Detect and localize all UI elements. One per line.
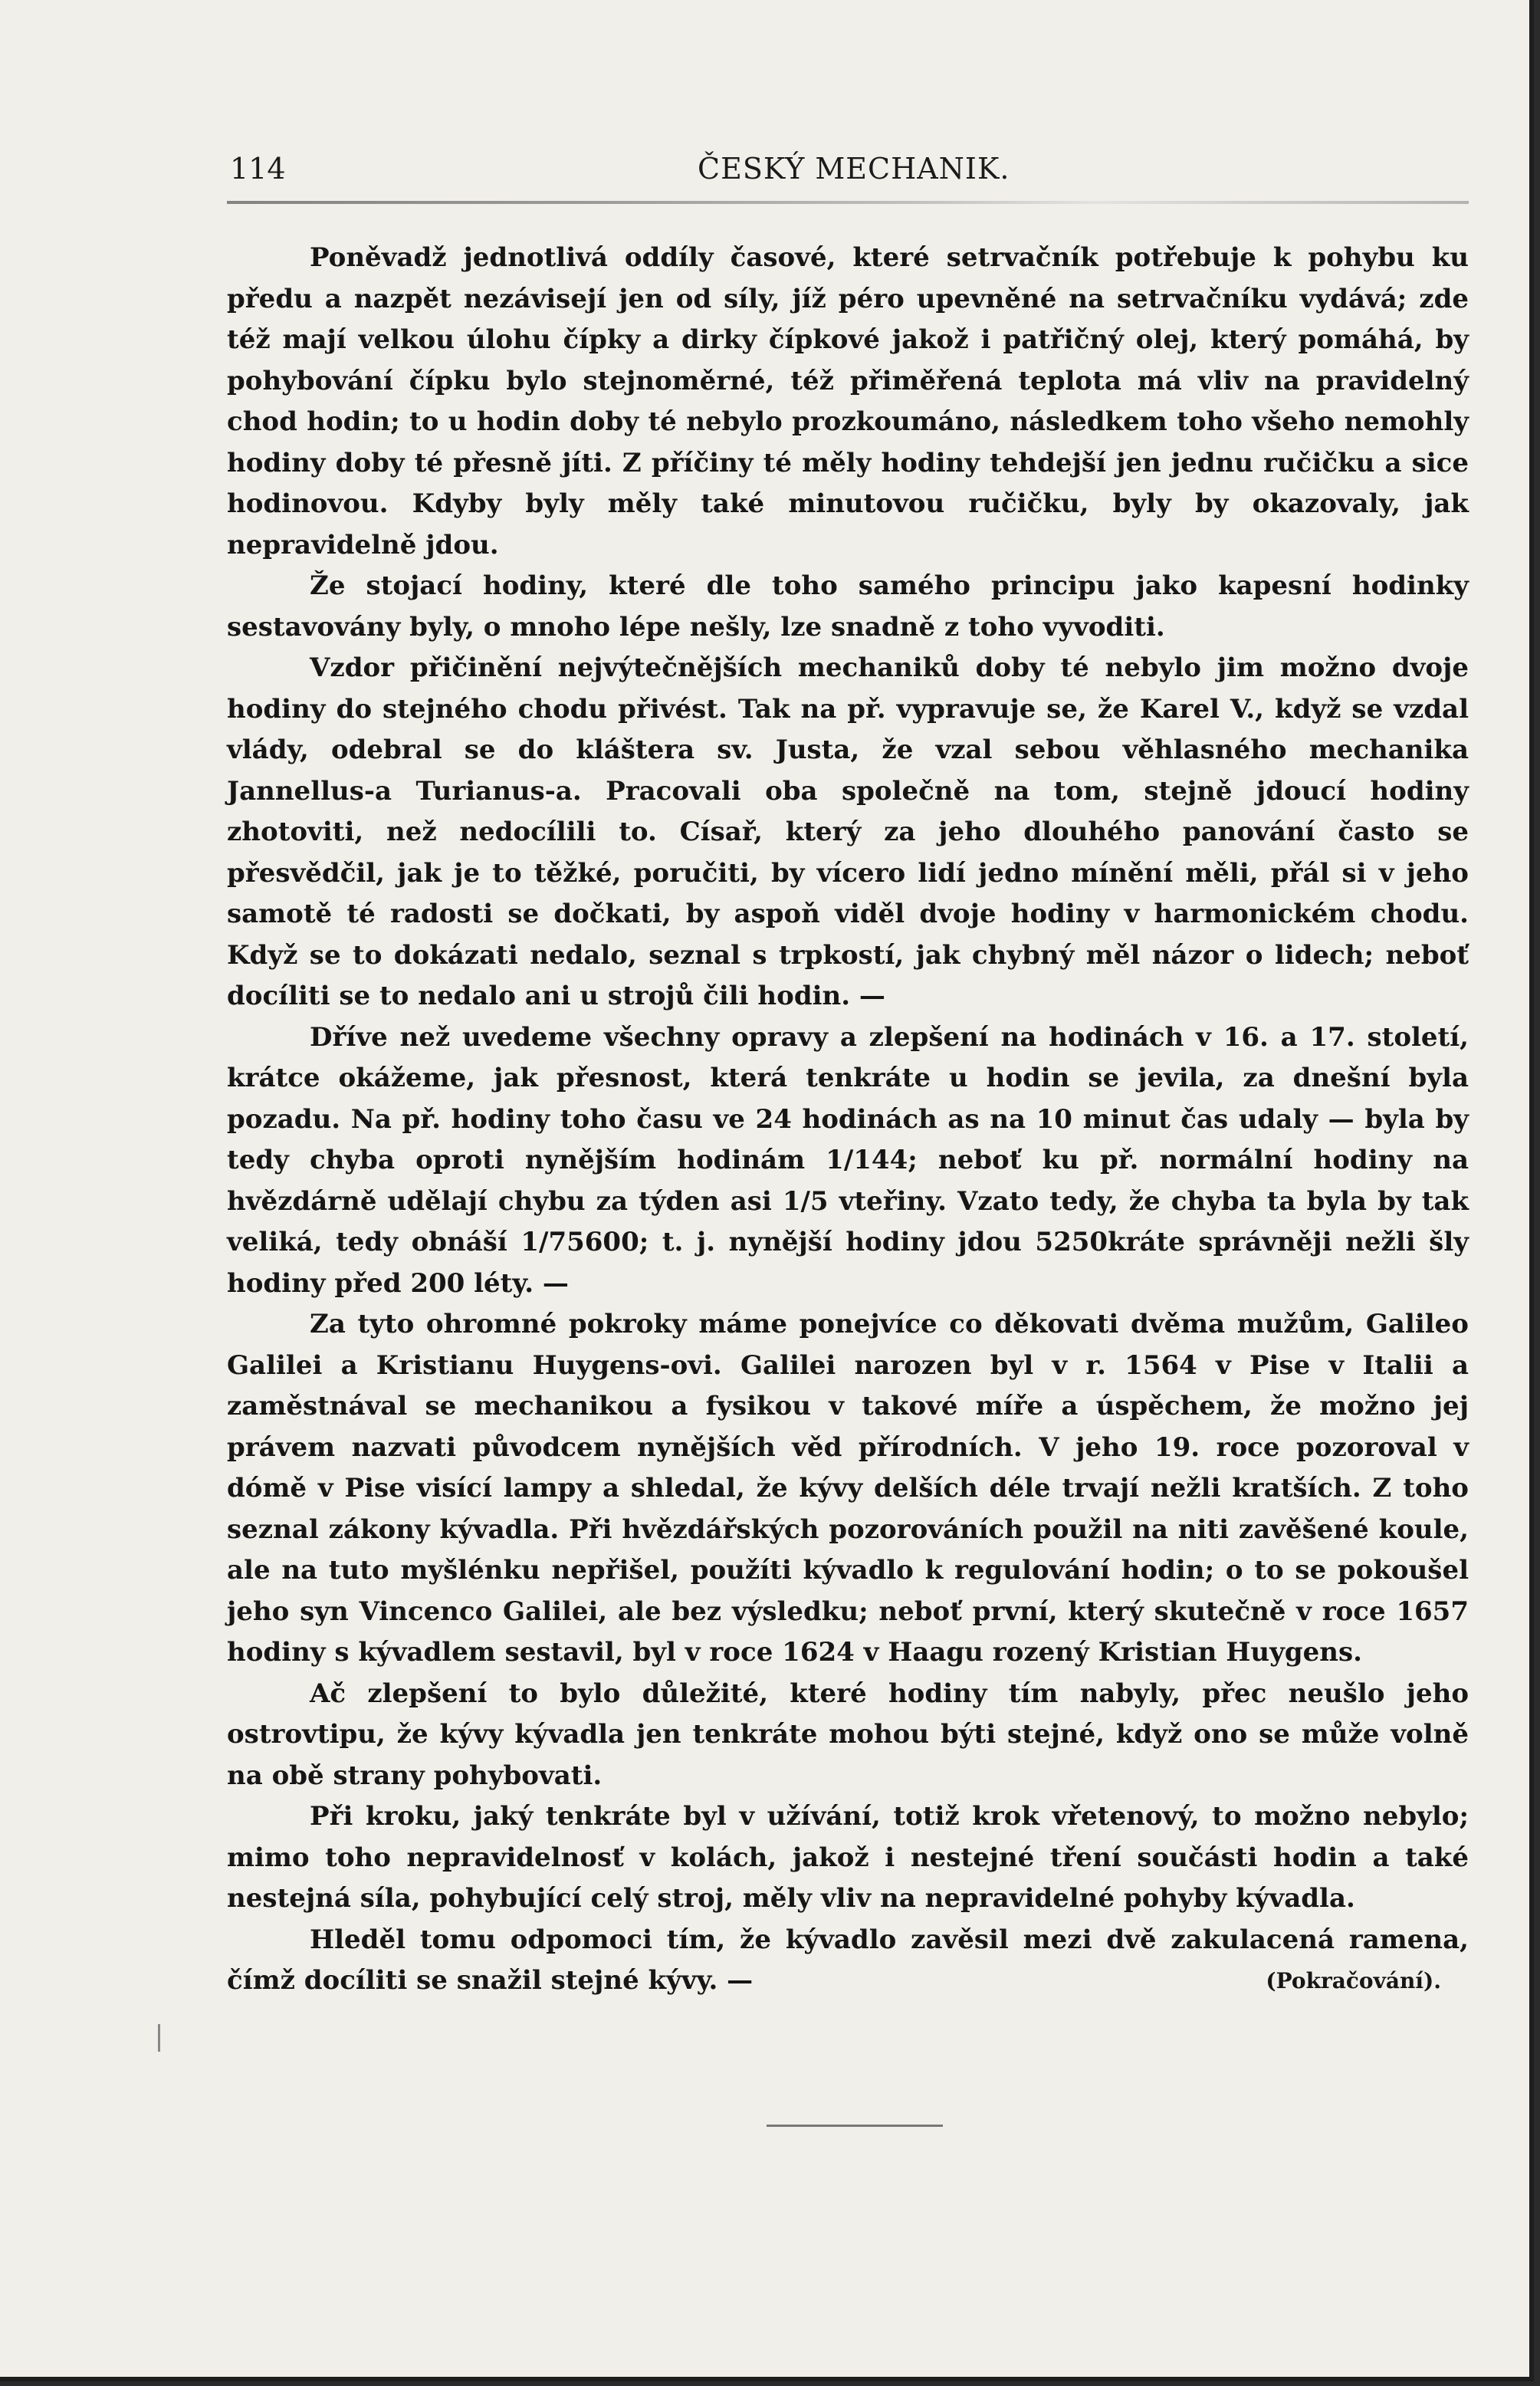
- continued-label: (Pokračování).: [1266, 1968, 1441, 1993]
- paragraph: Že stojací hodiny, které dle toho samého principu jako kapesní hodinky sestavovány byly, o mnoho lépe nešly, lze snadně z toho vyvoditi.: [227, 570, 1469, 643]
- paragraph: Vzdor přičinění nejvýtečnějších mechaniků doby té nebylo jim možno dvoje hodiny do stejného chodu přivést. Tak na př. vypravuje se, že Karel V., když se vzdal vlády, odebral se do kláštera sv. Justa, že vzal sebou věhlasného mechanika Jannellus-a Turianus-a. Pracovali oba společně na tom, stejně jdoucí hodiny zhotoviti, než nedocílili to. Císař, který za jeho dlouhého panování často se přesvědčil, jak je to těžké, poručiti, by vícero lidí jedno mínění měli, přál si v jeho samotě té radosti se dočkati, by aspoň viděl dvoje hodiny v harmonickém chodu. Když se to dokázati nedalo, seznal s trpkostí, jak chybný měl názor o lidech; neboť docíliti se to nedalo ani u strojů čili hodin. —: [227, 652, 1469, 1011]
- page-number: 114: [230, 152, 286, 186]
- page-header: [230, 152, 1472, 198]
- paragraph: Při kroku, jaký tenkráte byl v užívání, totiž krok vřetenový, to možno nebylo; mimo toho nepravidelnosť v kolách, jakož i nestejné tření součásti hodin a také nestejná síla, pohybující celý stroj, měly vliv na nepravidelné pohyby kývadla.: [227, 1801, 1469, 1914]
- header-rule: [227, 201, 1469, 204]
- running-title: ČESKÝ MECHANIK.: [698, 152, 1010, 186]
- paragraph: Za tyto ohromné pokroky máme ponejvíce co děkovati dvěma mužům, Galileo Galilei a Kristianu Huygens-ovi. Galilei narozen byl v r. 1564 v Pise v Italii a zaměstnával se mechanikou a fysikou v takové míře a úspěchem, že možno jej právem nazvati původcem nynějších věd přírodních. V jeho 19. roce pozoroval v dómě v Pise visící lampy a shledal, že kývy delších déle trvají nežli kratších. Z toho seznal zákony kývadla. Při hvězdářských pozorováních použil na niti zavěšené koule, ale na tuto myšlénku nepřišel, použíti kývadlo k regulování hodin; o to se pokoušel jeho syn Vincenco Galilei, ale bez výsledku; neboť první, který skutečně v roce 1657 hodiny s kývadlem sestavil, byl v roce 1624 v Haagu rozený Kristian Huygens.: [227, 1309, 1469, 1668]
- paragraph: Ač zlepšení to bylo důležité, které hodiny tím nabyly, přec neušlo jeho ostrovtipu, že kývy kývadla jen tenkráte mohou býti stejné, když ono se může volně na obě strany pohybovati.: [227, 1678, 1469, 1791]
- margin-mark: [158, 2024, 160, 2052]
- paragraph: Dříve než uvedeme všechny opravy a zlepšení na hodinách v 16. a 17. století, krátce okážeme, jak přesnost, která tenkráte u hodin se jevila, za dnešní byla pozadu. Na př. hodiny toho času ve 24 hodinách as na 10 minut čas udaly — byla by tedy chyba oproti nynějším hodinám 1/144; neboť ku př. normální hodiny na hvězdárně udělají chybu za týden asi 1/5 vteřiny. Vzato tedy, že chyba ta byla by tak veliká, tedy obnáší 1/75600; t. j. nynější hodiny jdou 5250kráte správněji nežli šly hodiny před 200 léty. —: [227, 1021, 1469, 1299]
- paragraph: Hleděl tomu odpomoci tím, že kývadlo zavěsil mezi dvě zakulacená ramena, čímž docíliti se snažil stejné kývy. —: [227, 1924, 1469, 1996]
- paragraph-last: [227, 1920, 1469, 2002]
- footer-rule: [767, 2125, 943, 2127]
- body-text: [227, 238, 1469, 2002]
- paragraph: Poněvadž jednotlivá oddíly časové, které setrvačník potřebuje k pohybu ku předu a nazpět nezávisejí jen od síly, jíž péro upevněné na setrvačníku vydává; zde též mají velkou úlohu čípky a dirky čípkové jakož i patřičný olej, který pomáhá, by pohybování čípku bylo stejnoměrné, též přiměřená teplota má vliv na pravidelný chod hodin; to u hodin doby té nebylo prozkoumáno, následkem toho všeho nemohly hodiny doby té přesně jíti. Z příčiny té měly hodiny tehdejší jen jednu ručičku a sice hodinovou. Kdyby byly měly také minutovou ručičku, byly by okazovaly, jak nepravidelně jdou.: [227, 242, 1469, 560]
